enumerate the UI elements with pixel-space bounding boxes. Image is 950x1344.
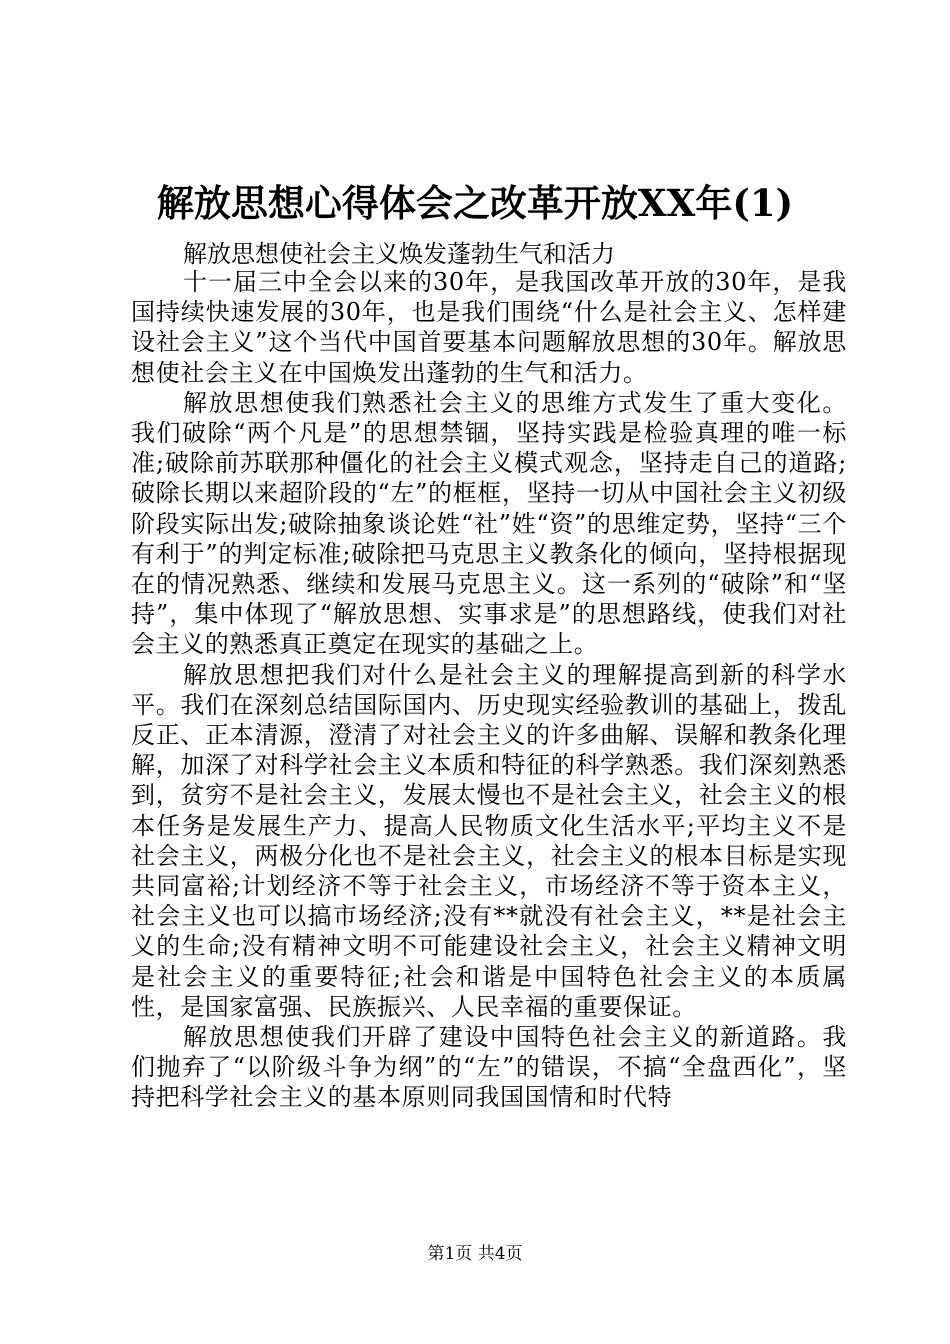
document-title: 解放思想心得体会之改革开放XX年(1) [156, 181, 794, 225]
body-paragraph: 解放思想把我们对什么是社会主义的理解提高到新的科学水平。我们在深刻总结国际国内、历史现实经验教训的基础上，拨乱反正、正本清源，澄清了对社会主义的许多曲解、误解和教条化理解，加深了对科学社会主义本质和特征的科学熟悉。我们深刻熟悉到，贫穷不是社会主义，发展太慢也不是社会主义，社会主义的根本任务是发展生产力、提高人民物质文化生活水平;平均主义不是社会主义，两极分化也不是社会主义，社会主义的根本目标是实现共同富裕;计划经济不等于社会主义，市场经济不等于资本主义，社会主义也可以搞市场经济;没有**就没有社会主义，**是社会主义的生命;没有精神文明不可能建设社会主义，社会主义精神文明是社会主义的重要特征;社会和谐是中国特色社会主义的本质属性，是国家富强、民族振兴、人民幸福的重要保证。 [131, 660, 847, 1021]
body-paragraph: 解放思想使我们熟悉社会主义的思维方式发生了重大变化。我们破除“两个凡是”的思想禁锢，坚持实践是检验真理的唯一标准;破除前苏联那种僵化的社会主义模式观念，坚持走自己的道路;破除长期以来超阶段的“左”的框框，坚持一切从中国社会主义初级阶段实际出发;破除抽象谈论姓“社”姓“资”的思维定势，坚持“三个有利于”的判定标准;破除把马克思主义教条化的倾向，坚持根据现在的情况熟悉、继续和发展马克思主义。这一系列的“破除”和“坚持”，集中体现了“解放思想、实事求是”的思想路线，使我们对社会主义的熟悉真正奠定在现实的基础之上。 [131, 388, 847, 659]
page-number-footer: 第1页 共4页 [427, 1244, 523, 1264]
body-paragraph: 解放思想使我们开辟了建设中国特色社会主义的新道路。我们抛弃了“以阶级斗争为纲”的“左”的错误，不搞“全盘西化”，坚持把科学社会主义的基本原则同我国国情和时代特 [131, 1023, 847, 1112]
document-subtitle: 解放思想使社会主义焕发蓬勃生气和活力 [183, 240, 615, 268]
document-body [131, 267, 847, 1113]
body-paragraph: 十一届三中全会以来的30年，是我国改革开放的30年，是我国持续快速发展的30年，也是我们围绕“什么是社会主义、怎样建设社会主义”这个当代中国首要基本问题解放思想的30年。解放思想使社会主义在中国焕发出蓬勃的生气和活力。 [131, 268, 847, 387]
